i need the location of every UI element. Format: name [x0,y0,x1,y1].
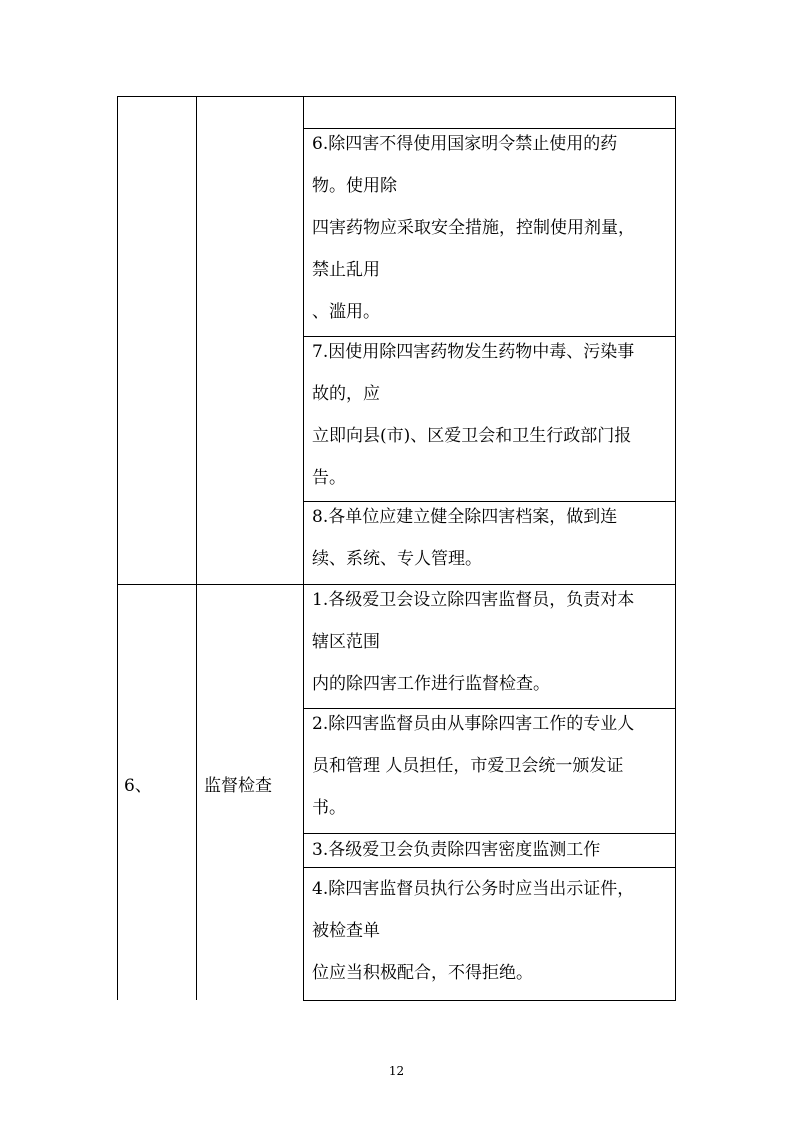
cell-text-line: 禁止乱用 [312,260,380,280]
cell-text-line: 8.各单位应建立健全除四害档案，做到连 [312,507,618,527]
cell-text-line: 物。使用除 [312,176,397,196]
cell-text-line: 1.各级爱卫会设立除四害监督员，负责对本 [312,590,635,610]
cell-text-line: 续、系统、专人管理。 [312,549,482,569]
cell-text-line: 、滥用。 [312,302,380,322]
table-cell-item-4 [303,868,675,994]
table-cell-item-2 [303,703,675,829]
cell-text-line: 被检查单 [312,921,380,941]
table-cell-item-3 [303,829,675,871]
cell-text-line: 故的，应 [312,384,380,404]
table-cell-item-6 [303,123,675,333]
cell-text-line: 2.除四害监督员由从事除四害工作的专业人 [312,714,635,734]
page-number: 12 [388,1064,405,1078]
cell-text-line: 告。 [312,468,346,488]
cell-text-line: 辖区范围 [312,632,380,652]
section-number: 6、 [124,776,152,796]
cell-text-line: 立即向县(市)、区爱卫会和卫生行政部门报 [312,426,632,446]
cell-text-line: 3.各级爱卫会负责除四害密度监测工作 [312,840,601,860]
cell-text-line: 员和管理 人员担任，市爱卫会统一颁发证 [312,756,624,776]
cell-text-line: 4.除四害监督员执行公务时应当出示证件， [312,879,635,899]
cell-text-line: 7.因使用除四害药物发生药物中毒、污染事 [312,342,635,362]
table-cell-item-1 [303,579,675,705]
table-border-right [675,96,676,1001]
table-border-bottom [303,1000,676,1001]
table-border-col1 [196,96,197,1000]
cell-text-line: 6.除四害不得使用国家明令禁止使用的药 [312,134,618,154]
cell-text-line: 位应当积极配合，不得拒绝。 [312,963,533,983]
table-border-left [117,96,118,1000]
cell-text-line: 四害药物应采取安全措施，控制使用剂量， [312,218,635,238]
table-cell-item-8 [303,496,675,580]
section-title: 监督检查 [204,776,272,796]
table-cell-item-7 [303,331,675,499]
cell-text-line: 内的除四害工作进行监督检查。 [312,674,550,694]
cell-text-line: 书。 [312,798,346,818]
